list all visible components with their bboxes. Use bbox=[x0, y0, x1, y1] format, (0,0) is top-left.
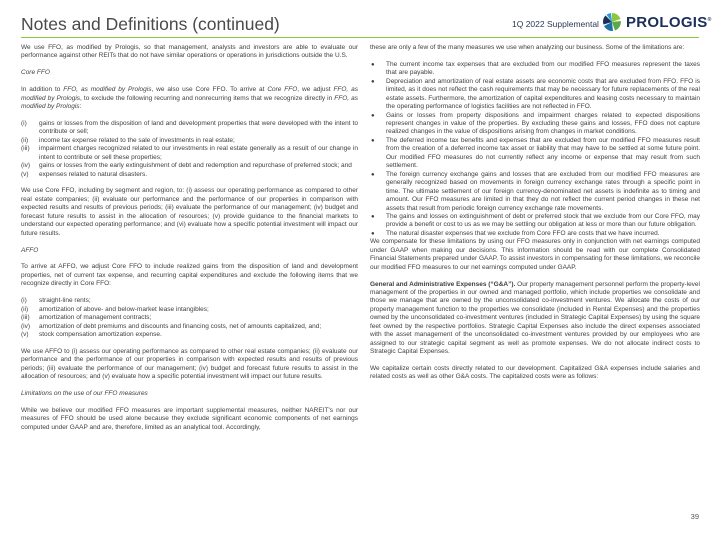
list-item: ● Depreciation and amortization of real estate assets are economic costs that are excluded from FFO. FFO is limited, as it does not reflect the cash requirements that may be necessary for future replacements of the real estate assets. Furthermore, the amortization of capital expenditures and leasing costs necessary to maintain the operating performance of logistics facilities are not reflected in FFO. bbox=[371, 77, 700, 111]
bullet-icon: ● bbox=[371, 171, 375, 178]
list-item: ● The gains and losses on extinguishment of debt or preferred stock that we exclude from our Core FFO, may provide a benefit or cost to us as we may be settling our obligation at less or more than our future obligation. bbox=[371, 213, 700, 229]
prologis-logo-icon bbox=[601, 12, 623, 32]
list-item: (iii) amortization of management contracts; bbox=[21, 314, 152, 322]
right-column bbox=[370, 44, 700, 390]
list-item: (v) expenses related to natural disasters. bbox=[21, 170, 148, 178]
affo-paragraph: To arrive at AFFO, we adjust Core FFO to include realized gains from the disposition of land and development properties, net of current tax expense, and recurring capital expenditures and exclude the following items that we recognize directly in Core FFO: bbox=[21, 263, 358, 288]
limitations-heading: Limitations on the use of our FFO measures bbox=[21, 390, 148, 398]
core-ffo-heading: Core FFO bbox=[21, 69, 50, 77]
bullet-icon: ● bbox=[371, 61, 375, 68]
compensation-paragraph: We compensate for these limitations by using our FFO measures only in conjunction with net earnings computed under GAAP when making our decisions. This information should be read with our complete Consolidated Financial Statements prepared under GAAP. To assist investors in compensating for these limitations, we reconcile our modified FFO measures to our net earnings computed under GAAP. bbox=[370, 238, 700, 271]
affo-uses-paragraph: We use AFFO to (i) assess our operating performance as compared to other real estate companies; (ii) evaluate our performance and the performance of our properties in comparison with expected results and results of previous periods; (iii) evaluate the performance of our management; (iv) budget and forecast future results to assist in the allocation of resources; and (v) evaluate how a specific potential investment will impact our future results. bbox=[21, 347, 358, 381]
bullet-icon: ● bbox=[371, 112, 375, 119]
list-item: (iii) impairment charges recognized related to our investments in real estate generally as a result of our change in intent to contribute or sell these properties; bbox=[21, 145, 358, 161]
list-item: (ii) amortization of above- and below-market lease intangibles; bbox=[21, 305, 209, 313]
affo-list bbox=[21, 297, 358, 339]
bullet-icon: ● bbox=[371, 214, 375, 220]
logo-wordmark: PROLOGIS® bbox=[626, 13, 712, 31]
list-item: (iv) amortization of debt premiums and discounts and financing costs, net of amounts capitalized, and; bbox=[21, 322, 322, 330]
list-item: ● The current income tax expenses that are excluded from our modified FFO measures represent the taxes that are payable. bbox=[371, 60, 700, 77]
list-item: ● The natural disaster expenses that we exclude from Core FFO are costs that we have incurred. bbox=[371, 229, 660, 237]
core-ffo-uses-paragraph: We use Core FFO, including by segment and region, to: (i) assess our operating performance as compared to other real estate companies; (ii) evaluate our performance and the performance of our properties in comparison with expected results and results of previous periods; (iii) evaluate the performance of our management; (iv) budget and forecast future results to assist in the allocation of resources; (v) provide guidance to the financial markets to understand our expected operating performance; and (vi) evaluate how a specific potential investment will impact our future results. bbox=[21, 187, 358, 237]
bullet-icon: ● bbox=[371, 230, 375, 237]
ga-paragraph: General and Administrative Expenses (“G&A”). Our property management personnel perform the property-level management of the properties in our owned and managed portfolio, which include properties we consolidate and those we manage that are owned by the unconsolidated co-investment ventures. We allocate the costs of our property management function to the properties we consolidate (included in Rental Expenses) and the properties owned by the unconsolidated co-investment ventures (included in Strategic Capital Expenses) by using the square feet owned by the respective portfolios. Strategic Capital Expenses also include the direct expenses associated with the asset management of the unconsolidated co-investment ventures provided by our employees who are assigned to our strategic capital segment as well as promote expenses. We do not allocate indirect costs to Strategic Capital Expenses. bbox=[370, 280, 700, 356]
capitalized-costs-paragraph: We capitalize certain costs directly related to our development. Capitalized G&A expenses include salaries and related costs as well as other G&A costs. The capitalized costs were as follows: bbox=[370, 365, 700, 381]
core-ffo-paragraph: In addition to FFO, as modified by Prologis, we also use Core FFO. To arrive at Core FFO, we adjust FFO, as modified by Prologis, to exclude the following recurring and nonrecurring items that we recognize directly in FFO, as modified by Prologis: bbox=[21, 86, 358, 111]
ga-heading: General and Administrative Expenses (“G&A”). bbox=[370, 280, 516, 288]
list-item: ● The foreign currency exchange gains and losses that are excluded from our modified FFO measures are generally recognized based on movements in foreign currency exchange rates through a specific point in time. The ultimate settlement of our foreign currency-denominated net assets is indefinite as to timing and amount. Our FFO measures are limited in that they do not reflect the current period changes in these net assets that result from periodic foreign currency exchange rate movements. bbox=[371, 170, 700, 212]
list-item: (i) straight-line rents; bbox=[21, 297, 91, 305]
affo-heading: AFFO bbox=[21, 246, 39, 254]
left-column bbox=[21, 44, 358, 432]
page-title: Notes and Definitions (continued) bbox=[21, 14, 280, 34]
list-item: (i) gains or losses from the disposition of land and development properties that were developed with the intent to contribute or sell; bbox=[21, 119, 358, 136]
list-item: (ii) income tax expense related to the sale of investments in real estate; bbox=[21, 136, 235, 144]
limitations-continued: these are only a few of the many measures we use when analyzing our business. Some of the limitations are: bbox=[370, 44, 685, 51]
bullet-icon: ● bbox=[371, 78, 375, 85]
bullet-icon: ● bbox=[371, 137, 375, 144]
list-item: (iv) gains or losses from the early extinguishment of debt and redemption and repurchase of preferred stock; and bbox=[21, 162, 352, 170]
header-divider bbox=[21, 37, 699, 38]
report-period-label: 1Q 2022 Supplemental bbox=[512, 19, 599, 29]
registered-mark: ® bbox=[707, 16, 712, 23]
intro-paragraph: We use FFO, as modified by Prologis, so that management, analysts and investors are able to evaluate our performance against other REITs that do not have similar operations or operations in jurisdictions outside the U.S. bbox=[21, 44, 358, 60]
limitations-paragraph: While we believe our modified FFO measures are important supplemental measures, neither NAREIT's nor our measures of FFO should be used alone because they exclude significant economic components of net earnings computed under GAAP and are, therefore, limited as an analytical tool. Accordingly, bbox=[21, 406, 358, 431]
page-number: 39 bbox=[690, 512, 699, 521]
core-ffo-list bbox=[21, 120, 358, 179]
list-item: (v) stock compensation amortization expense. bbox=[21, 330, 162, 338]
list-item: ● Gains or losses from property dispositions and impairment charges related to expected dispositions represent changes in value of the properties. By excluding these gains and losses, FFO does not capture realized changes in the value of dispositions arising from changes in market conditions. bbox=[371, 111, 700, 136]
list-item: ● The deferred income tax benefits and expenses that are excluded from our modified FFO measures result from the creation of a deferred income tax asset or liability that may have to be settled at some future point. Our modified FFO measures do not currently reflect any income or expense that may result from such settlement. bbox=[371, 136, 700, 170]
company-logo bbox=[601, 12, 712, 32]
limitations-list bbox=[370, 61, 700, 239]
